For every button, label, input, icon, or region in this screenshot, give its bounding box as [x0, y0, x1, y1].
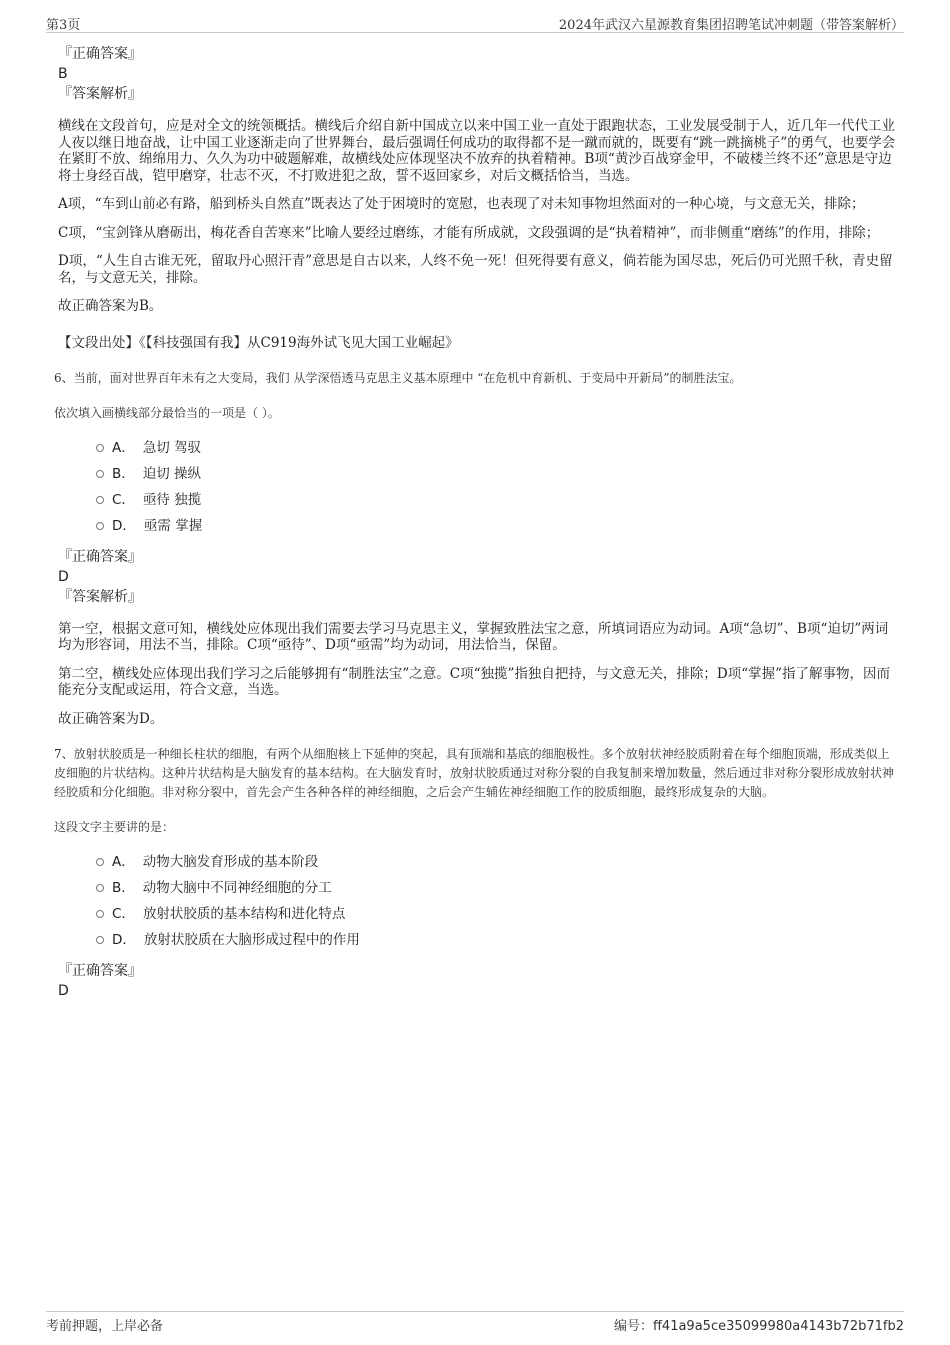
q6-option-a[interactable] [96, 433, 898, 459]
q5-analysis-label: 『答案解析』 [58, 86, 142, 102]
q7-option-c[interactable] [96, 899, 898, 925]
option-letter: D． [112, 932, 136, 948]
q5-analysis-paragraph: C项，“宝剑锋从磨砺出，梅花香自苦寒来”比喻人要经过磨练，才能有所成就，文段强调的是“执着精神”，而非侧重“磨练”的作用，排除； [58, 224, 880, 241]
option-letter: C． [112, 906, 135, 922]
radio-icon[interactable] [96, 496, 104, 504]
q6-analysis-paragraph: 第一空，根据文意可知，横线处应体现出我们需要去学习马克思主义，掌握致胜法宝之意，所填词语应为动词。A项“急切”、B项“迫切”两词均为形容词，用法不当，排除。C项“亟待”、D项“亟需”均为动词，用法恰当，保留。 [58, 620, 889, 653]
q7-answer: D [58, 983, 69, 999]
radio-icon[interactable] [96, 884, 104, 892]
radio-icon[interactable] [96, 858, 104, 866]
radio-icon[interactable] [96, 470, 104, 478]
q5-correct-label: 『正确答案』 [58, 46, 142, 62]
q7-question: 7、放射状胶质是一种细长柱状的细胞，有两个从细胞核上下延伸的突起，具有顶端和基底的细胞极性。多个放射状神经胶质附着在每个细胞顶端，形成类似上皮细胞的片状结构。这种片状结构是大脑发育的基本结构。在大脑发育时，放射状胶质通过对称分裂的自我复制来增加数量，然后通过非对称分裂形成放射状神经胶质和分化细胞。非对称分裂中，首先会产生各种各样的神经细胞，之后会产生辅佐神经细胞工作的胶质细胞，最终形成复杂的大脑。 [54, 747, 895, 799]
q5-answer: B [58, 66, 68, 82]
q6-options [96, 433, 898, 537]
radio-icon[interactable] [96, 522, 104, 530]
q5-analysis-paragraph: D项，“人生自古谁无死，留取丹心照汗青”意思是自古以来，人终不免一死！但死得要有意义，倘若能为国尽忠，死后仍可光照千秋，青史留名，与文意无关，排除。 [58, 253, 893, 286]
option-letter: C． [112, 491, 135, 508]
document-code: 编号：ff41a9a5ce35099980a4143b72b71fb2 [613, 1319, 904, 1334]
option-text: 亟需 掌握 [143, 517, 203, 534]
option-text: 动物大脑发育形成的基本阶段 [142, 854, 319, 870]
q5-analysis-paragraph: 故正确答案为B。 [58, 298, 163, 314]
option-letter: B． [112, 465, 135, 482]
radio-icon[interactable] [96, 910, 104, 918]
q7-correct-label: 『正确答案』 [58, 963, 142, 979]
q5-analysis-paragraph: 横线在文段首句，应是对全文的统领概括。横线后介绍自新中国成立以来中国工业一直处于跟跑状态，工业发展受制于人，近几年一代代工业人夜以继日地奋战，让中国工业逐渐走向了世界舞台，最后强调任何成功的取得都不是一蹴而就的，既要有“跳一跳摘桃子”的勇气，也要学会在紧盯不放、绵绵用力、久久为功中破题解难，故横线处应体现坚决不放弃的执着精神。B项“黄沙百战穿金甲，不破楼兰终不还”意思是守边将士身经百战，铠甲磨穿，壮志不灭，不打败进犯之敌，誓不返回家乡，对后文概括恰当，当选。 [58, 118, 896, 184]
q6-analysis-paragraph: 第二空，横线处应体现出我们学习之后能够拥有“制胜法宝”之意。C项“独揽”指独自把持，与文意无关，排除；D项“掌握”指了解事物，因而能充分支配或运用，符合文意，当选。 [58, 665, 891, 698]
q7-option-b[interactable] [96, 873, 898, 899]
page-content [54, 44, 898, 1001]
q6-prompt: 依次填入画横线部分最恰当的一项是（ ）。 [54, 405, 280, 420]
q7-option-d[interactable] [96, 925, 898, 951]
page-number: 第3页 [46, 18, 81, 33]
q6-answer: D [58, 568, 69, 585]
page-header [46, 12, 904, 33]
page-footer [46, 1311, 904, 1336]
option-letter: B． [112, 880, 135, 896]
footer-slogan: 考前押题，上岸必备 [46, 1319, 164, 1334]
q7-options [96, 847, 898, 951]
option-letter: A． [112, 439, 135, 456]
document-title: 2024年武汉六星源教育集团招聘笔试冲刺题（带答案解析） [558, 18, 904, 33]
q6-analysis-paragraph: 故正确答案为D。 [58, 710, 164, 727]
q7-prompt: 这段文字主要讲的是： [54, 820, 175, 834]
option-text: 动物大脑中不同神经细胞的分工 [142, 880, 332, 896]
option-letter: A． [112, 854, 135, 870]
q6-question: 6、当前，面对世界百年未有之大变局，我们 从学深悟透马克思主义基本原理中 “在危机中育新机、于变局中开新局”的制胜法宝。 [54, 370, 742, 385]
q7-option-a[interactable] [96, 847, 898, 873]
q5-source: 【文段出处】《【科技强国有我】从C919海外试飞见大国工业崛起》 [58, 334, 459, 351]
q6-option-d[interactable] [96, 511, 898, 537]
q6-analysis-label: 『答案解析』 [58, 588, 142, 605]
option-text: 放射状胶质在大脑形成过程中的作用 [143, 932, 360, 948]
radio-icon[interactable] [96, 936, 104, 944]
option-letter: D． [112, 517, 136, 534]
option-text: 急切 驾驭 [142, 439, 202, 456]
q6-correct-label: 『正确答案』 [58, 548, 142, 565]
q6-option-c[interactable] [96, 485, 898, 511]
radio-icon[interactable] [96, 444, 104, 452]
option-text: 迫切 操纵 [142, 465, 202, 482]
option-text: 放射状胶质的基本结构和进化特点 [142, 906, 346, 922]
q5-analysis-paragraph: A项，“车到山前必有路，船到桥头自然直”既表达了处于困境时的宽慰，也表现了对未知事物坦然面对的一种心境，与文意无关，排除； [58, 196, 865, 212]
q6-option-b[interactable] [96, 459, 898, 485]
option-text: 亟待 独揽 [142, 491, 202, 508]
